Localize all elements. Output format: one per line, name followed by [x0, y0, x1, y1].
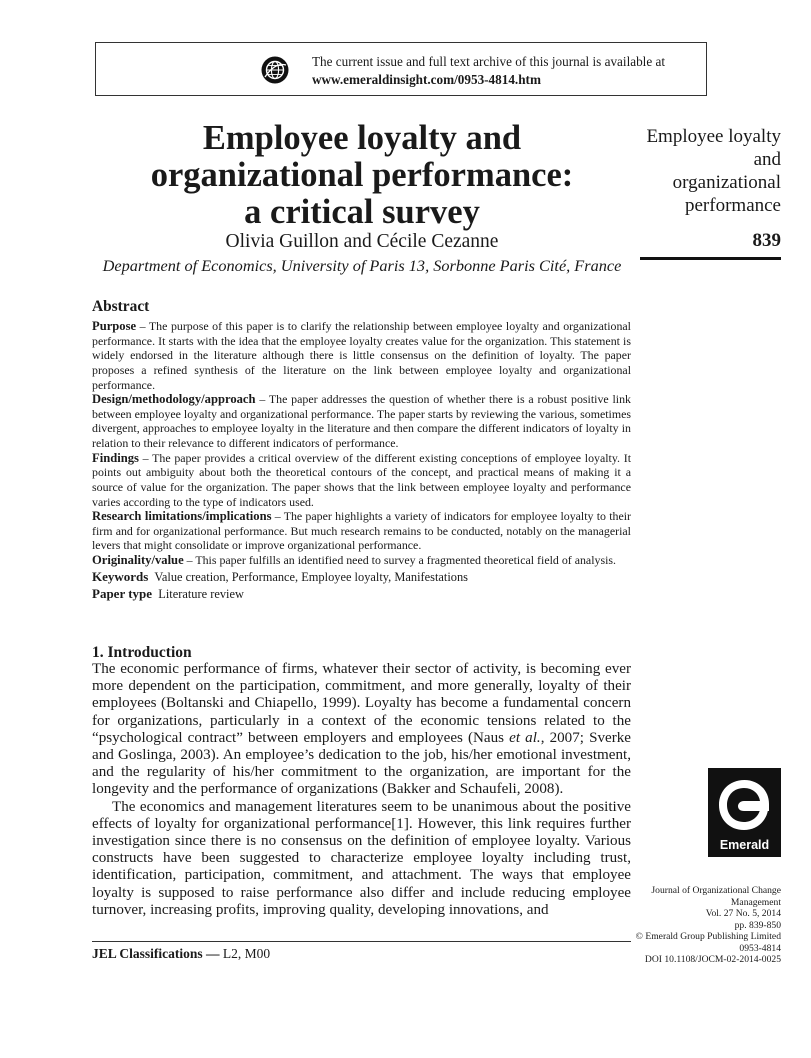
divider	[92, 941, 631, 942]
title-line: organizational performance:	[150, 156, 574, 194]
emerald-logo	[708, 768, 781, 857]
findings-text: – The paper provides a critical overview of the different existing conceptions of employee loyalty. It points out ambiguity about both the theoretical contours of the concept, and practical means of making it a source of value for the organization. The paper shows that the link between employee loyalty and performance varies according to the type of indicators used.	[92, 450, 631, 509]
logo-text: Emerald	[719, 838, 770, 852]
paragraph-text: The economic performance of firms, whatever their sector of activity, is becoming ever more dependent on the participation, commitment, and more generally, loyalty of their employees (Boltanski and Chiapello, 1999). Loyalty has become a fundamental concern for organizations, particularly in a context of the economic tensions related to the “psychological contract” between employers and employees (Naus	[92, 661, 631, 746]
affiliation: Department of Economics, University of Paris 13, Sorbonne Paris Cité, France	[102, 256, 622, 275]
findings-label: Findings	[92, 450, 139, 465]
purpose-text: – The purpose of this paper is to clarify the relationship between employee loyalty and organizational performance. It starts with the idea that the employee loyalty creates value for the organization. This statement is widely endorsed in the literature although there is little consensus on the definition of loyalty. The paper proposes a refined synthesis of the literature on the link between employee loyalty and organizational performance.	[92, 319, 631, 392]
banner-text: The current issue and full text archive of this journal is available at	[312, 54, 666, 69]
globe-icon	[261, 56, 289, 84]
journal-info-line: Management	[730, 896, 781, 908]
paper-title	[92, 120, 632, 231]
jel-label: JEL Classifications	[92, 946, 203, 961]
paragraph: The economics and management literatures seem to be unanimous about the positive effects of loyalty for organizational performance[1]. However, this link requires further investigation since there is no consensus on the definition of employee loyalty. Various constructs have been suggested to characterize employee loyalty including trust, identification, participation, commitment, and attachment. The ways that employee loyalty is supposed to raise performance also differ and include reducing employee turnover, increasing profits, improving quality, developing innovations, and	[92, 798, 631, 918]
limitations-label: Research limitations/implications	[92, 509, 272, 524]
running-head-line: and	[753, 149, 781, 170]
purpose-label: Purpose	[92, 319, 137, 333]
paragraph	[92, 661, 631, 799]
title-line: a critical survey	[244, 193, 480, 231]
jel-codes: L2, M00	[222, 946, 271, 961]
abstract-design	[92, 392, 631, 451]
abstract-body	[92, 319, 631, 602]
paragraph-text-italic: et al.	[509, 729, 541, 746]
emerald-swirl-icon	[708, 771, 781, 839]
abstract-originality	[92, 553, 631, 568]
journal-availability-banner	[95, 42, 707, 96]
limitations-text: – The paper highlights a variety of indicators for employee loyalty to their firm and for organizational performance. But much research remains to be conducted, notably on the managerial levers that might consolidate or improve organizational performance.	[92, 509, 631, 553]
originality-text: – This paper fulfills an identified need to survey a fragmented theoretical field of analysis.	[183, 553, 616, 567]
keywords-label: Keywords	[92, 568, 149, 584]
doi-link[interactable]: DOI 10.1108/JOCM-02-2014-0025	[644, 954, 781, 965]
journal-url-link[interactable]: www.emeraldinsight.com/0953-4814.htm	[312, 72, 541, 87]
journal-info-line: pp. 839-850	[734, 919, 781, 931]
journal-info-line: Journal of Organizational Change	[651, 885, 781, 896]
design-label: Design/methodology/approach	[92, 392, 256, 407]
page-number: 839	[752, 230, 781, 251]
design-text: – The paper addresses the question of whether there is a robust positive link between employee loyalty and organizational performance. The paper starts by reviewing the various, sometimes divergent, approaches to employee loyalty in the literature and then compare the different indicators of loyalty in relation to their relevance to different indicators of performance.	[92, 392, 631, 450]
journal-info	[620, 885, 781, 966]
originality-label: Originality/value	[92, 553, 184, 567]
abstract-limitations	[92, 509, 631, 553]
paper-type-text: Literature review	[158, 586, 244, 601]
abstract-purpose	[92, 319, 631, 392]
divider	[640, 257, 781, 260]
abstract-heading: Abstract	[92, 298, 150, 315]
running-head-line: performance	[685, 195, 781, 216]
paper-type	[92, 586, 631, 602]
authors: Olivia Guillon and Cécile Cezanne	[225, 231, 499, 252]
jel-separator: —	[202, 946, 223, 961]
running-head-line: organizational	[672, 172, 781, 193]
running-head	[620, 125, 781, 217]
keywords	[92, 569, 631, 585]
paper-type-label: Paper type	[92, 585, 153, 601]
journal-info-line: Vol. 27 No. 5, 2014	[705, 908, 781, 919]
journal-info-line: © Emerald Group Publishing Limited	[635, 931, 781, 942]
intro-body	[92, 661, 631, 919]
section-heading: 1. Introduction	[92, 644, 192, 661]
keywords-text: Value creation, Performance, Employee loyalty, Manifestations	[154, 569, 469, 584]
abstract-findings	[92, 451, 631, 510]
jel-classifications	[92, 946, 270, 962]
paragraph-text: , 2007; Sverke and Goslinga, 2003). An employee’s dedication to the job, his/her emotional investment, and the regularity of his/her commitment to the organization, are important for the longevity and the performance of organizations (Bakker and Schaufeli, 2008).	[92, 729, 631, 798]
title-line: Employee loyalty and	[202, 119, 522, 157]
running-head-line: Employee loyalty	[646, 126, 781, 147]
journal-info-line: 0953-4814	[739, 942, 781, 954]
